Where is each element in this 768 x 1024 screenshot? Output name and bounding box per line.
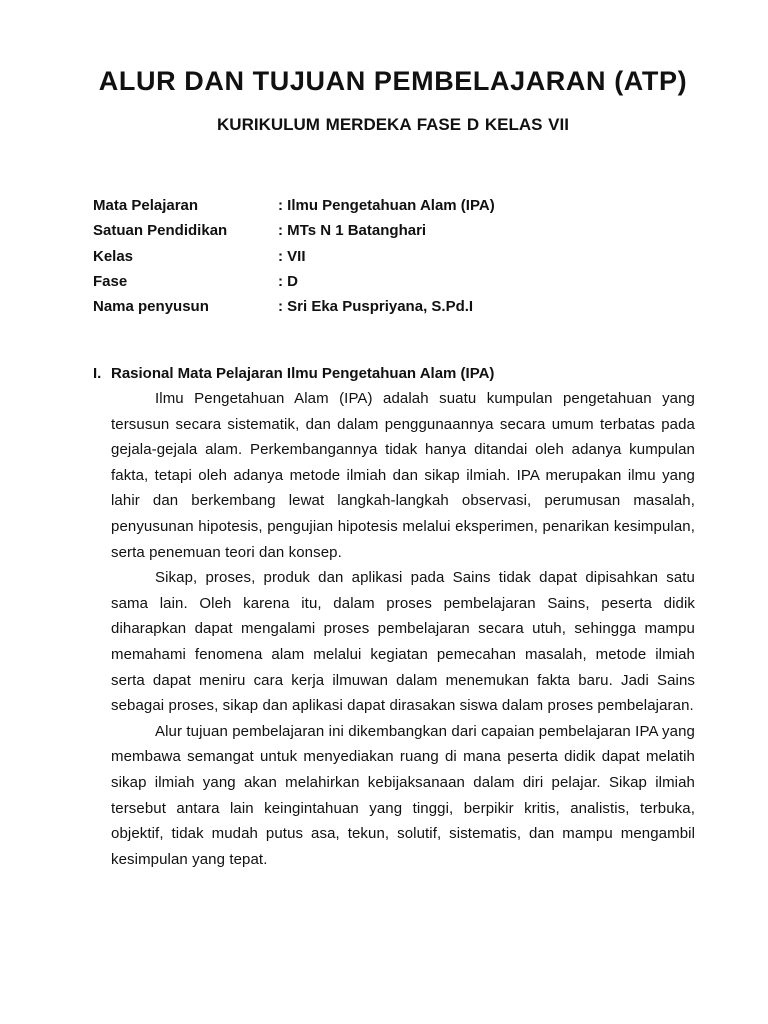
- info-row-kelas: [93, 246, 495, 271]
- paragraph: Ilmu Pengetahuan Alam (IPA) adalah suatu kumpulan pengetahuan yang tersusun secara sistematik, dan dalam penggunaannya secara umum terbatas pada gejala-gejala alam. Perkembangannya tidak hanya ditandai oleh adanya kumpulan fakta, tetapi oleh adanya metode ilmiah dan sikap ilmiah. IPA merupakan ilmu yang lahir dan berkembang lewat langkah-langkah observasi, perumusan masalah, penyusunan hipotesis, pengujian hipotesis melalui eksperimen, penarikan kesimpulan, serta penemuan teori dan konsep.: [111, 390, 695, 561]
- info-value: : Ilmu Pengetahuan Alam (IPA): [278, 197, 495, 214]
- info-value: : MTs N 1 Batanghari: [278, 222, 427, 240]
- info-row-satuan-pendidikan: [93, 220, 495, 245]
- paragraph: Alur tujuan pembelajaran ini dikembangkan dari capaian pembelajaran IPA yang membawa semangat untuk menyediakan ruang di mana peserta didik dapat melatih sikap ilmiah yang akan melahirkan kebijaksanaan dalam diri pelajar. Sikap ilmiah tersebut antara lain keingintahuan yang tinggi, berpikir kritis, analistis, terbuka, objektif, tidak mudah putus asa, tekun, solutif, sistematis, dan mampu mengambil kesimpulan yang tepat.: [111, 722, 695, 868]
- info-label: Mata Pelajaran: [93, 197, 199, 214]
- info-label: Nama penyusun: [93, 298, 209, 316]
- info-row-mata-pelajaran: [93, 195, 495, 220]
- info-value: : D: [278, 272, 298, 290]
- info-row-nama-penyusun: [93, 296, 495, 321]
- info-row-fase: [93, 271, 495, 296]
- info-table: [93, 195, 495, 321]
- section-number: I.: [93, 365, 102, 382]
- section-body: [111, 386, 695, 872]
- info-label: Satuan Pendidikan: [93, 222, 228, 240]
- info-value: : VII: [278, 247, 306, 265]
- section-heading: [93, 364, 695, 386]
- info-value: : Sri Eka Puspriyana, S.Pd.I: [278, 298, 474, 316]
- section-heading-text: Rasional Mata Pelajaran Ilmu Pengetahuan Alam (IPA): [111, 365, 495, 382]
- section-rasional: [93, 364, 695, 872]
- info-label: Kelas: [93, 247, 134, 265]
- paragraph: Sikap, proses, produk dan aplikasi pada Sains tidak dapat dipisahkan satu sama lain. Oleh karena itu, dalam proses pembelajaran Sains, peserta didik diharapkan dapat mengalami proses pembelajaran secara utuh, sehingga mampu memahami fenomena alam melalui kegiatan pemecahan masalah, metode ilmiah serta dapat meniru cara kerja ilmuwan dalam menemukan fakta baru. Jadi Sains sebagai proses, sikap dan aplikasi dapat dirasakan siswa dalam proses pembelajaran.: [111, 569, 695, 715]
- info-label: Fase: [93, 272, 128, 290]
- document-subtitle: KURIKULUM MERDEKA FASE D KELAS VII: [217, 115, 569, 134]
- document-title: ALUR DAN TUJUAN PEMBELAJARAN (ATP): [98, 66, 688, 96]
